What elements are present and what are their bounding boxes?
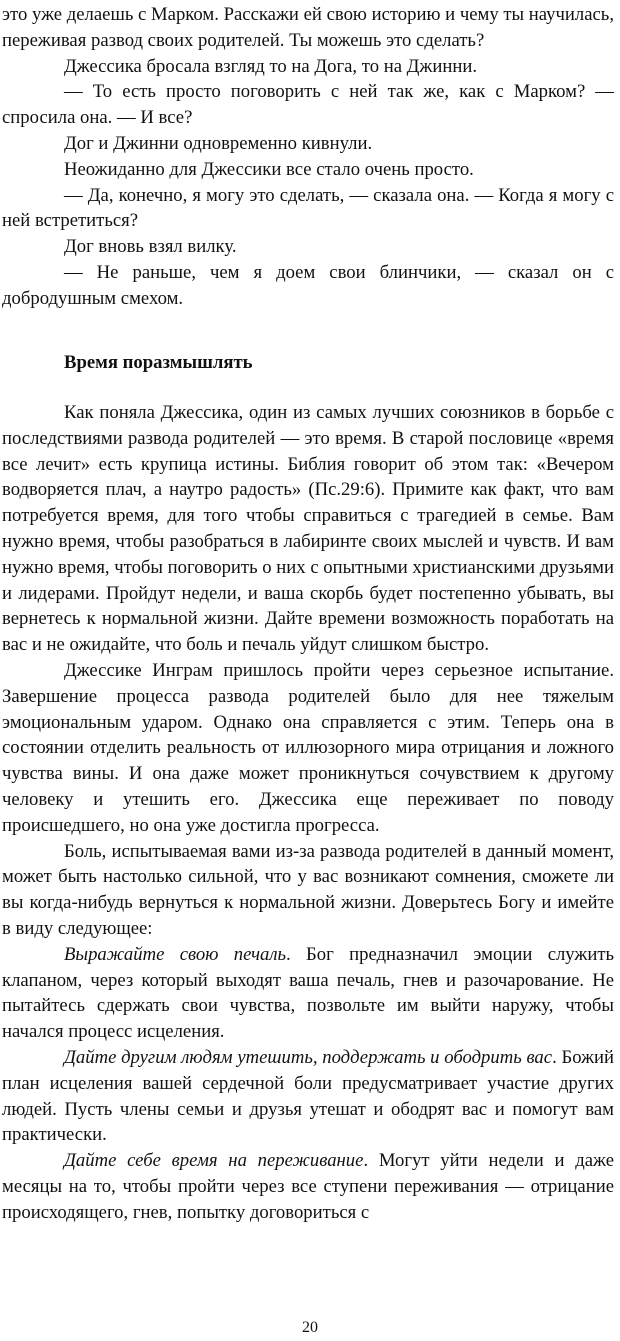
italic-lead: Дайте другим людям утешить, поддержать и ободрить вас <box>64 1046 553 1068</box>
italic-lead: Дайте себе время на переживание <box>64 1150 364 1172</box>
paragraph: Джессика бросала взгляд то на Дога, то на Джинни. <box>64 55 478 77</box>
section-heading-block <box>2 350 614 376</box>
paragraph: — То есть просто поговорить с ней так же, как с Марком? — спросила она. — И все? <box>2 81 614 129</box>
section-heading: Время поразмышлять <box>64 352 253 373</box>
paragraph <box>2 1045 614 1148</box>
italic-lead: Выражайте свою печаль <box>64 943 287 965</box>
paragraph: это уже делаешь с Марком. Расскажи ей свою историю и чему ты научилась, переживая развод своих родителей. Ты можешь это сделать? <box>2 4 614 51</box>
paragraph: Неожиданно для Джессики все стало очень просто. <box>64 158 474 180</box>
page-number: 20 <box>302 1319 318 1336</box>
paragraph: — Не раньше, чем я доем свои блинчики, — сказал он с добродушным смехом. <box>2 261 614 309</box>
paragraph: Боль, испытываемая вами из-за развода родителей в данный момент, может быть настолько сильной, что у вас возникают сомнения, сможете ли вы когда-нибудь вернуться к нормальной жизни. Доверьтесь Богу и имейте в виду следующее: <box>2 840 614 939</box>
paragraph: Как поняла Джессика, один из самых лучших союзников в борьбе с последствиями развода родителей — это время. В старой пословице «время все лечит» есть крупица истины. Библия говорит об этом так: «Вечером водворяется плач, а наутро радость» (Пс.29:6). Примите как факт, что вам потребуется время, для того чтобы справиться с трагедией в семье. Вам нужно время, чтобы разобраться в лабиринте своих мыслей и чувств. И вам нужно время, чтобы поговорить о них с опытными христианскими друзьями и лидерами. Пройдут недели, и ваша скорбь будет постепенно убывать, вы вернетесь к нормальной жизни. Дайте времени возможность поработать на вас и не ожидайте, что боль и печаль уйдут слишком быстро. <box>2 402 614 656</box>
paragraph <box>2 942 614 1045</box>
top-dialogue-block <box>2 2 614 312</box>
paragraph-text: . Могут уйти недели и даже месяцы на то, чтобы пройти через все ступени переживания — отрицание происходящего, гнев, попытку договориться с <box>2 1150 614 1223</box>
paragraph: Дог и Джинни одновременно кивнули. <box>64 132 373 154</box>
paragraph <box>2 1148 614 1225</box>
paragraph: Дог вновь взял вилку. <box>64 236 237 258</box>
paragraph: — Да, конечно, я могу это сделать, — сказала она. — Когда я могу с ней встретиться? <box>2 184 614 232</box>
paragraph-text: . Божий план исцеления вашей сердечной боли предусматривает участие других людей. Пусть члены семьи и друзья утешат и ободрят вас и помогут вам практически. <box>2 1046 614 1146</box>
paragraph-text: . Бог предназначил эмоции служить клапаном, через который выходят ваша печаль, гнев и разочарование. Не пытайтесь сдержать свои чувства, позвольте им выйти наружу, чтобы начался процесс исцеления. <box>2 943 615 1043</box>
main-text-block <box>2 400 614 1226</box>
paragraph: Джессике Инграм пришлось пройти через серьезное испытание. Завершение процесса развода родителей было для нее тяжелым эмоциональным ударом. Однако она справляется с этим. Теперь она в состоянии отделить реальность от иллюзорного мира отрицания и ложного чувства вины. И она даже может проникнуться сочувствием к другому человеку и утешить его. Джессика еще переживает по поводу происшедшего, но она уже достигла прогресса. <box>2 659 614 836</box>
